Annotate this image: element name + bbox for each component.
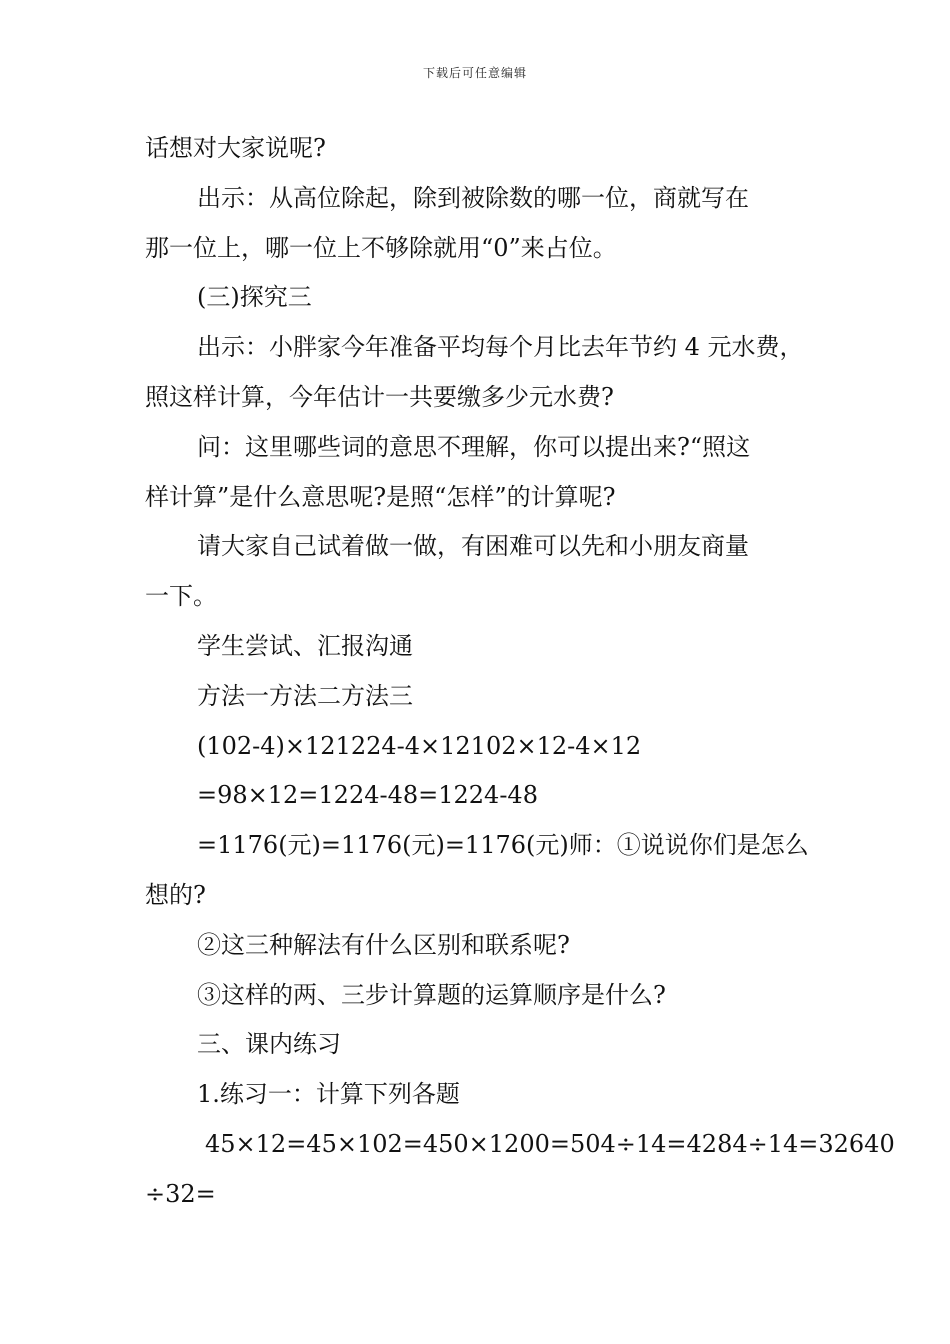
equation-line: (102-4)×121224-4×12102×12-4×12 bbox=[197, 731, 642, 760]
text-line: 想的? bbox=[145, 880, 206, 909]
section-heading: (三)探究三 bbox=[197, 283, 312, 312]
text-line: 方法一方法二方法三 bbox=[197, 681, 413, 710]
equation-line: ÷32= bbox=[145, 1179, 216, 1208]
text-line: 一下。 bbox=[145, 582, 217, 611]
page-header-note: 下载后可任意编辑 bbox=[422, 66, 527, 80]
text-line: 问：这里哪些词的意思不理解，你可以提出来?“照这 bbox=[197, 432, 751, 461]
text-line: 样计算”是什么意思呢?是照“怎样”的计算呢? bbox=[145, 482, 616, 511]
text-line: ②这三种解法有什么区别和联系呢? bbox=[197, 930, 570, 959]
text-line: 出示：从高位除起，除到被除数的哪一位，商就写在 bbox=[197, 183, 749, 212]
text-line: 学生尝试、汇报沟通 bbox=[197, 631, 413, 660]
text-line: ③这样的两、三步计算题的运算顺序是什么? bbox=[197, 980, 666, 1009]
equation-line: 45×12=45×102=450×1200=504÷14=4284÷14=32640 bbox=[205, 1129, 895, 1158]
equation-line: =1176(元)=1176(元)=1176(元)师：①说说你们是怎么 bbox=[197, 831, 809, 860]
section-heading: 三、课内练习 bbox=[197, 1030, 341, 1059]
text-line: 话想对大家说呢? bbox=[145, 134, 326, 162]
text-line: 1.练习一：计算下列各题 bbox=[197, 1080, 460, 1109]
equation-line: =98×12=1224-48=1224-48 bbox=[197, 781, 538, 810]
text-line: 出示：小胖家今年准备平均每个月比去年节约 4 元水费， bbox=[197, 333, 804, 362]
text-line: 请大家自己试着做一做，有困难可以先和小朋友商量 bbox=[197, 532, 749, 561]
text-line: 照这样计算，今年估计一共要缴多少元水费? bbox=[145, 382, 614, 411]
text-line: 那一位上，哪一位上不够除就用“0”来占位。 bbox=[145, 233, 617, 262]
document-body bbox=[145, 124, 895, 1220]
